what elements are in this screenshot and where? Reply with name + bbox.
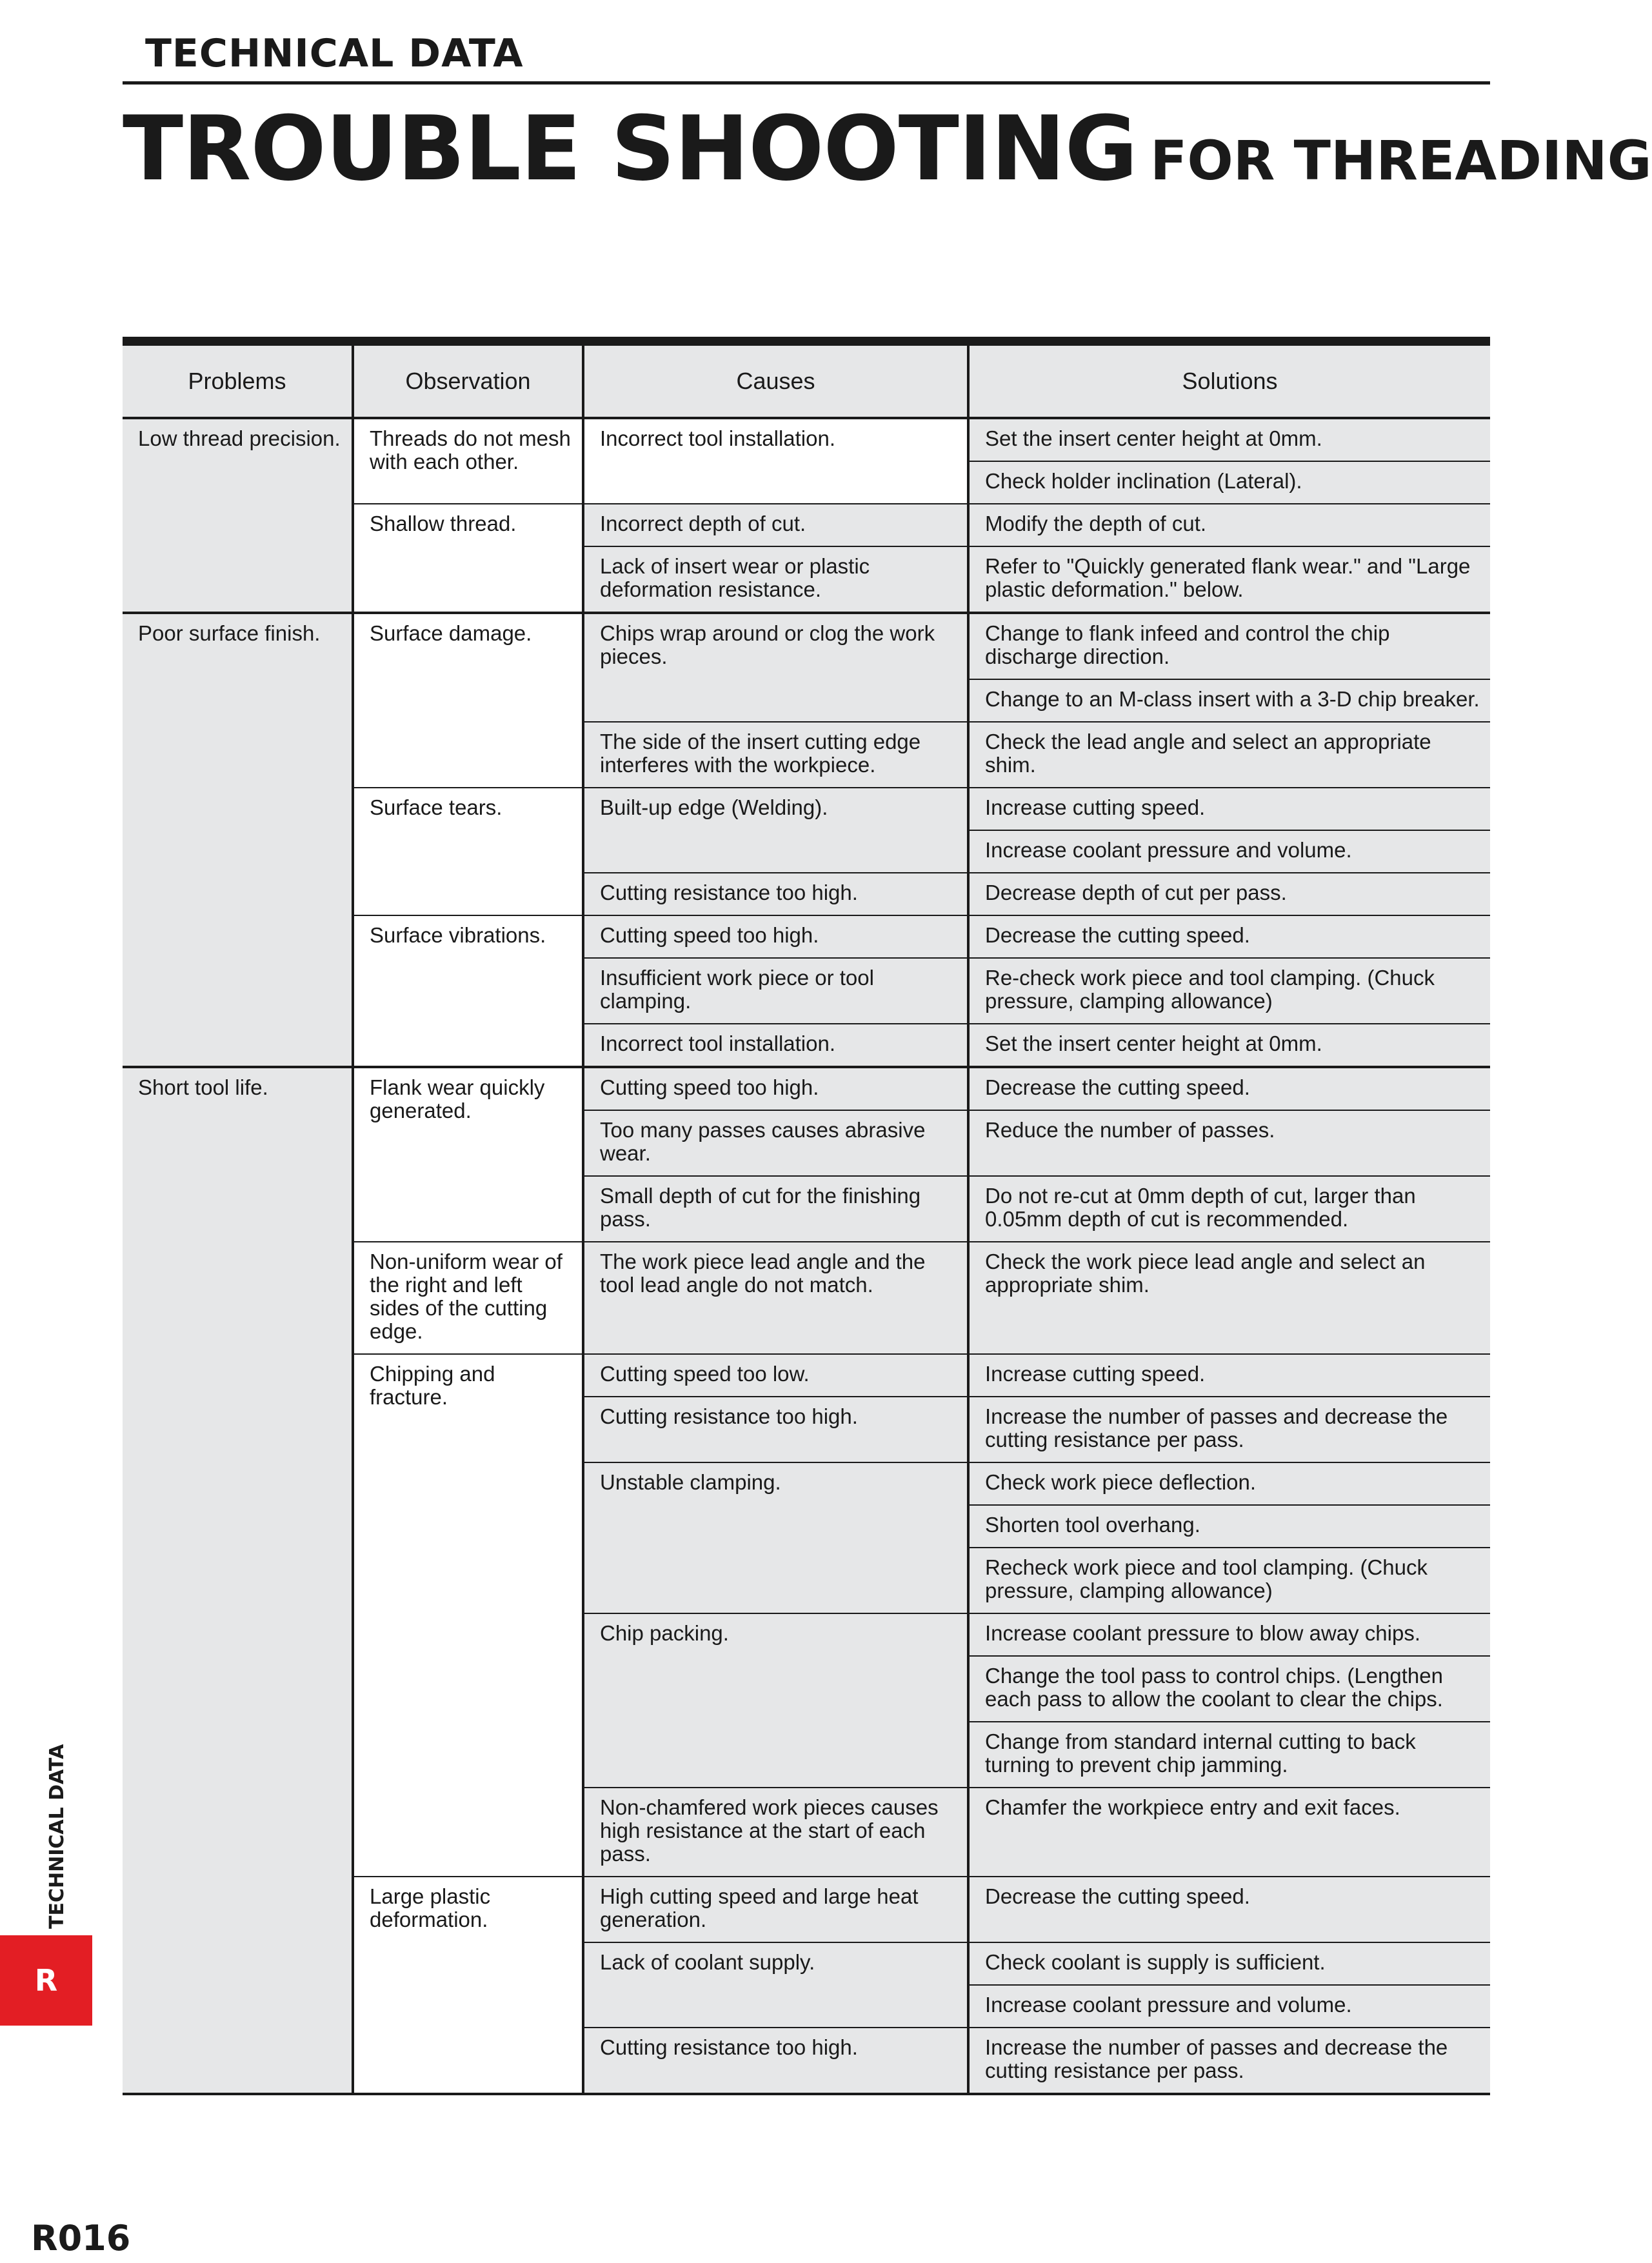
sidebar-section-label: TECHNICAL DATA (46, 1744, 68, 1929)
troubleshooting-table-container (123, 337, 1490, 2095)
solution-cell: Change from standard internal cutting to back turning to prevent chip jamming. (968, 1722, 1490, 1788)
column-header-causes: Causes (583, 346, 968, 418)
solution-cell: Increase coolant pressure and volume. (968, 1985, 1490, 2028)
cause-cell: Chip packing. (583, 1613, 968, 1788)
cause-cell: Built-up edge (Welding). (583, 788, 968, 873)
cause-cell: The work piece lead angle and the tool lead angle do not match. (583, 1242, 968, 1354)
solution-cell: Change to flank infeed and control the chip discharge direction. (968, 613, 1490, 679)
solution-cell: Increase the number of passes and decrease the cutting resistance per pass. (968, 2028, 1490, 2093)
solution-cell: Increase cutting speed. (968, 788, 1490, 830)
solution-cell: Decrease the cutting speed. (968, 915, 1490, 958)
solution-cell: Set the insert center height at 0mm. (968, 418, 1490, 461)
observation-cell: Chipping and fracture. (353, 1354, 583, 1877)
cause-cell: Incorrect tool installation. (583, 1024, 968, 1067)
cause-cell: Incorrect depth of cut. (583, 504, 968, 546)
section-tab (0, 1935, 92, 2026)
problem-cell: Low thread precision. (123, 418, 353, 613)
section-label: TECHNICAL DATA (145, 31, 524, 76)
observation-cell: Non-uniform wear of the right and left sides of the cutting edge. (353, 1242, 583, 1354)
cause-cell: Cutting resistance too high. (583, 2028, 968, 2093)
header-divider (123, 81, 1490, 85)
solution-cell: Check work piece deflection. (968, 1462, 1490, 1505)
observation-cell: Shallow thread. (353, 504, 583, 613)
solution-cell: Increase cutting speed. (968, 1354, 1490, 1397)
table-row (123, 1067, 1490, 1110)
solution-cell: Decrease depth of cut per pass. (968, 873, 1490, 915)
table-row (123, 418, 1490, 461)
page-title-main: TROUBLE SHOOTING (123, 97, 1137, 201)
solution-cell: Re-check work piece and tool clamping. (Chuck pressure, clamping allowance) (968, 958, 1490, 1024)
solution-cell: Increase coolant pressure to blow away chips. (968, 1613, 1490, 1656)
observation-cell: Surface damage. (353, 613, 583, 788)
solution-cell: Decrease the cutting speed. (968, 1067, 1490, 1110)
solution-cell: Do not re-cut at 0mm depth of cut, larger than 0.05mm depth of cut is recommended. (968, 1176, 1490, 1242)
observation-cell: Large plastic deformation. (353, 1877, 583, 2093)
cause-cell: High cutting speed and large heat generation. (583, 1877, 968, 1942)
troubleshooting-table (123, 346, 1490, 2093)
page-title (123, 97, 1652, 201)
solution-cell: Check the work piece lead angle and select an appropriate shim. (968, 1242, 1490, 1354)
cause-cell: Cutting resistance too high. (583, 1397, 968, 1462)
cause-cell: Too many passes causes abrasive wear. (583, 1110, 968, 1176)
cause-cell: Incorrect tool installation. (583, 418, 968, 504)
solution-cell: Check holder inclination (Lateral). (968, 461, 1490, 504)
cause-cell: Chips wrap around or clog the work pieces. (583, 613, 968, 722)
column-header-observation: Observation (353, 346, 583, 418)
problem-cell: Short tool life. (123, 1067, 353, 2093)
cause-cell: Unstable clamping. (583, 1462, 968, 1613)
observation-cell: Surface tears. (353, 788, 583, 915)
solution-cell: Modify the depth of cut. (968, 504, 1490, 546)
page-number: R016 (31, 2218, 131, 2258)
cause-cell: Cutting speed too high. (583, 1067, 968, 1110)
solution-cell: Increase the number of passes and decrease the cutting resistance per pass. (968, 1397, 1490, 1462)
solution-cell: Refer to "Quickly generated flank wear." and "Large plastic deformation." below. (968, 546, 1490, 613)
section-tab-letter: R (34, 1963, 58, 1998)
solution-cell: Set the insert center height at 0mm. (968, 1024, 1490, 1067)
cause-cell: Small depth of cut for the finishing pass. (583, 1176, 968, 1242)
column-header-solutions: Solutions (968, 346, 1490, 418)
cause-cell: Cutting resistance too high. (583, 873, 968, 915)
solution-cell: Shorten tool overhang. (968, 1505, 1490, 1548)
table-header-row (123, 346, 1490, 418)
solution-cell: Check coolant is supply is sufficient. (968, 1942, 1490, 1985)
solution-cell: Increase coolant pressure and volume. (968, 830, 1490, 873)
page-title-sub: FOR THREADING (1149, 129, 1652, 192)
solution-cell: Check the lead angle and select an appropriate shim. (968, 722, 1490, 788)
cause-cell: Cutting speed too low. (583, 1354, 968, 1397)
observation-cell: Surface vibrations. (353, 915, 583, 1067)
solution-cell: Change to an M-class insert with a 3-D chip breaker. (968, 679, 1490, 722)
observation-cell: Threads do not mesh with each other. (353, 418, 583, 504)
cause-cell: Lack of insert wear or plastic deformation resistance. (583, 546, 968, 613)
solution-cell: Recheck work piece and tool clamping. (Chuck pressure, clamping allowance) (968, 1548, 1490, 1613)
table-row (123, 613, 1490, 679)
observation-cell: Flank wear quickly generated. (353, 1067, 583, 1242)
solution-cell: Change the tool pass to control chips. (Lengthen each pass to allow the coolant to clear the chips. (968, 1656, 1490, 1722)
cause-cell: Non-chamfered work pieces causes high resistance at the start of each pass. (583, 1788, 968, 1877)
column-header-problems: Problems (123, 346, 353, 418)
cause-cell: The side of the insert cutting edge interferes with the workpiece. (583, 722, 968, 788)
cause-cell: Lack of coolant supply. (583, 1942, 968, 2028)
problem-cell: Poor surface finish. (123, 613, 353, 1067)
cause-cell: Cutting speed too high. (583, 915, 968, 958)
cause-cell: Insufficient work piece or tool clamping. (583, 958, 968, 1024)
solution-cell: Reduce the number of passes. (968, 1110, 1490, 1176)
solution-cell: Decrease the cutting speed. (968, 1877, 1490, 1942)
solution-cell: Chamfer the workpiece entry and exit faces. (968, 1788, 1490, 1877)
